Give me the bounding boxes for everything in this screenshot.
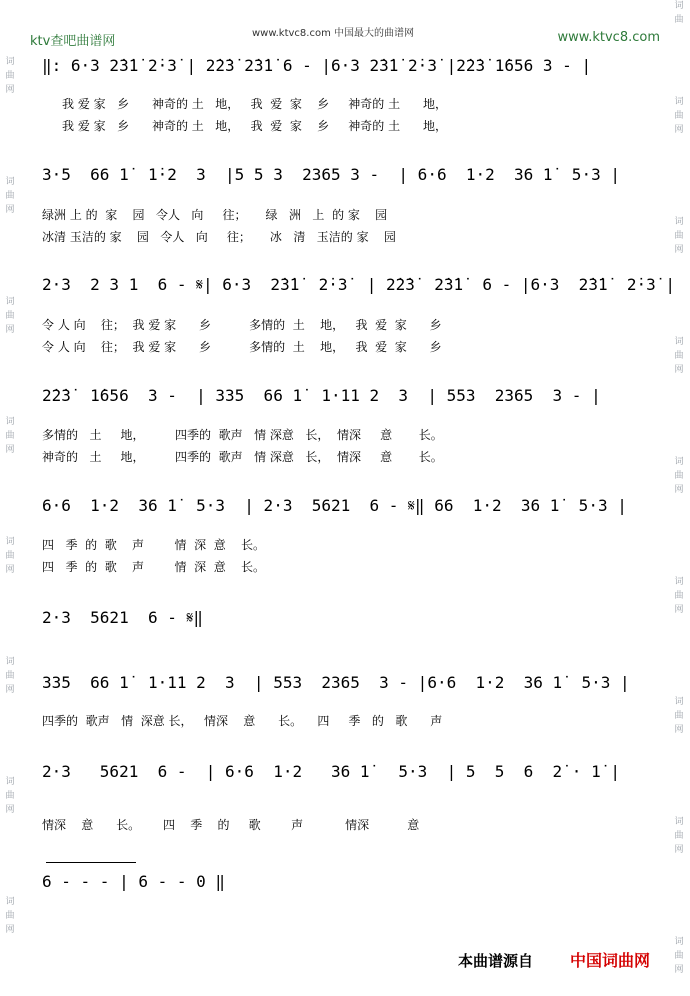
lyric-line: 冰清 玉洁的 家 园 令人 向 往； 冰 清 玉洁的 家 园 — [42, 230, 396, 244]
watermark-char: 曲 — [5, 311, 15, 321]
notation-row: 2·3 5621 6 - | 6·6 1·2 36 1̇ 5·3 | 5 5 6 2̇ · 1̇ | — [42, 762, 620, 781]
lyric-line: 四 季 的 歌 声 情 深 意 长。 — [42, 538, 265, 552]
watermark-char: 曲 — [674, 591, 684, 601]
watermark-char: 词 — [674, 817, 684, 827]
watermark-char: 曲 — [674, 951, 684, 961]
watermark-char: 网 — [674, 245, 684, 255]
watermark-char: 网 — [674, 965, 684, 975]
watermark-char: 词 — [674, 217, 684, 227]
watermark-char: 词 — [5, 417, 15, 427]
lyric-line: 令 人 向 往； 我 爱 家 乡 多情的 土 地， 我 爱 家 乡 — [42, 340, 442, 354]
watermark-char: 词 — [5, 657, 15, 667]
lyric-line: 多情的 土 地， 四季的 歌声 情 深意 长， 情深 意 长。 — [42, 428, 443, 442]
watermark-char: 词 — [674, 577, 684, 587]
watermark-char: 词 — [5, 177, 15, 187]
watermark-char: 网 — [5, 925, 15, 935]
watermark-char: 词 — [5, 777, 15, 787]
watermark-char: 词 — [5, 57, 15, 67]
notation-row: 2·3 2 3 1 6 - 𝄋| 6·3 2̇3̇1̇ 2̇·3̇ | 2̇2̇3̇ 2̇3̇1̇ 6 - |6·3 2̇3̇1̇ 2̇·3̇ | — [42, 275, 676, 294]
site-url-right[interactable]: www.ktvc8.com — [557, 30, 660, 45]
watermark-char: 词 — [674, 697, 684, 707]
lyric-line: 令 人 向 往； 我 爱 家 乡 多情的 土 地， 我 爱 家 乡 — [42, 318, 442, 332]
notation-row: ‖: 6·3 2̇3̇1̇ 2̇·3̇ | 2̇2̇3̇ 2̇3̇1̇ 6 - |6·3 2̇3̇1̇ 2̇·3̇ |2̇2̇3̇ 1̇656 3 - | — [42, 56, 592, 75]
watermark-char: 网 — [674, 725, 684, 735]
watermark-char: 词 — [674, 457, 684, 467]
footer-source-brand[interactable]: 中国词曲网 — [570, 951, 651, 970]
lyric-line: 我 爱 家 乡 神奇的 土 地， 我 爱 家 乡 神奇的 土 地， — [62, 119, 447, 133]
watermark-char: 网 — [674, 485, 684, 495]
watermark-char: 曲 — [674, 15, 684, 25]
lyric-line: 绿洲 上 的 家 园 令人 向 往； 绿 洲 上 的 家 园 — [42, 208, 388, 222]
watermark-char: 曲 — [674, 351, 684, 361]
watermark-char: 曲 — [5, 431, 15, 441]
watermark-char: 词 — [674, 97, 684, 107]
watermark-char: 曲 — [5, 911, 15, 921]
watermark-char: 网 — [5, 85, 15, 95]
watermark-char: 网 — [5, 325, 15, 335]
watermark-char: 曲 — [674, 471, 684, 481]
watermark-char: 网 — [5, 565, 15, 575]
watermark-char: 网 — [674, 125, 684, 135]
watermark-char: 词 — [5, 537, 15, 547]
watermark-char: 词 — [674, 937, 684, 947]
watermark-char: 网 — [5, 685, 15, 695]
watermark-char: 网 — [5, 445, 15, 455]
site-name-left: ktv查吧曲谱网 — [30, 34, 116, 49]
watermark-char: 词 — [5, 897, 15, 907]
watermark-char: 曲 — [674, 231, 684, 241]
notation-row: 2̇2̇3̇ 1̇656 3 - | 335 66 1̇ 1·11 2 3 | 553 2365 3 - | — [42, 386, 601, 405]
notation-row: 6·6 1·2 36 1̇ 5·3 | 2·3 5621 6 - 𝄋‖ 66 1·2 36 1̇ 5·3 | — [42, 496, 627, 515]
watermark-char: 曲 — [5, 671, 15, 681]
footer-source-label: 本曲谱源自 — [458, 952, 534, 970]
notation-row: 3·5 66 1̇ 1̇·2 3 |5 5 3 2365 3 - | 6·6 1·2 36 1̇ 5·3 | — [42, 165, 620, 184]
notation-row: 2·3 5621 6 - 𝄋‖ — [42, 608, 204, 627]
watermark-char: 网 — [674, 845, 684, 855]
lyric-line: 四 季 的 歌 声 情 深 意 长。 — [42, 560, 265, 574]
watermark-char: 网 — [5, 205, 15, 215]
tie-arc — [46, 862, 136, 863]
watermark-char: 词 — [5, 297, 15, 307]
watermark-char: 曲 — [5, 551, 15, 561]
watermark-char: 曲 — [5, 791, 15, 801]
lyric-line: 四季的 歌声 情 深意 长， 情深 意 长。 四 季 的 歌 声 — [42, 714, 443, 728]
watermark-char: 曲 — [5, 191, 15, 201]
watermark-char: 词 — [674, 1, 684, 11]
watermark-char: 曲 — [674, 111, 684, 121]
lyric-line: 神奇的 土 地， 四季的 歌声 情 深意 长， 情深 意 长。 — [42, 450, 443, 464]
site-banner: www.ktvc8.com 中国最大的曲谱网 — [252, 28, 415, 39]
watermark-char: 网 — [5, 805, 15, 815]
notation-row: 6 - - - | 6 - - 0 ‖ — [42, 872, 226, 891]
watermark-char: 词 — [674, 337, 684, 347]
lyric-line: 我 爱 家 乡 神奇的 土 地， 我 爱 家 乡 神奇的 土 地， — [62, 97, 447, 111]
watermark-char: 曲 — [674, 831, 684, 841]
watermark-char: 网 — [674, 365, 684, 375]
watermark-char: 网 — [674, 605, 684, 615]
lyric-line: 情深 意 长。 四 季 的 歌 声 情深 意 — [42, 818, 420, 832]
watermark-char: 曲 — [674, 711, 684, 721]
notation-row: 335 66 1̇ 1·11 2 3 | 553 2365 3 - |6·6 1·2 36 1̇ 5·3 | — [42, 673, 630, 692]
watermark-char: 曲 — [5, 71, 15, 81]
